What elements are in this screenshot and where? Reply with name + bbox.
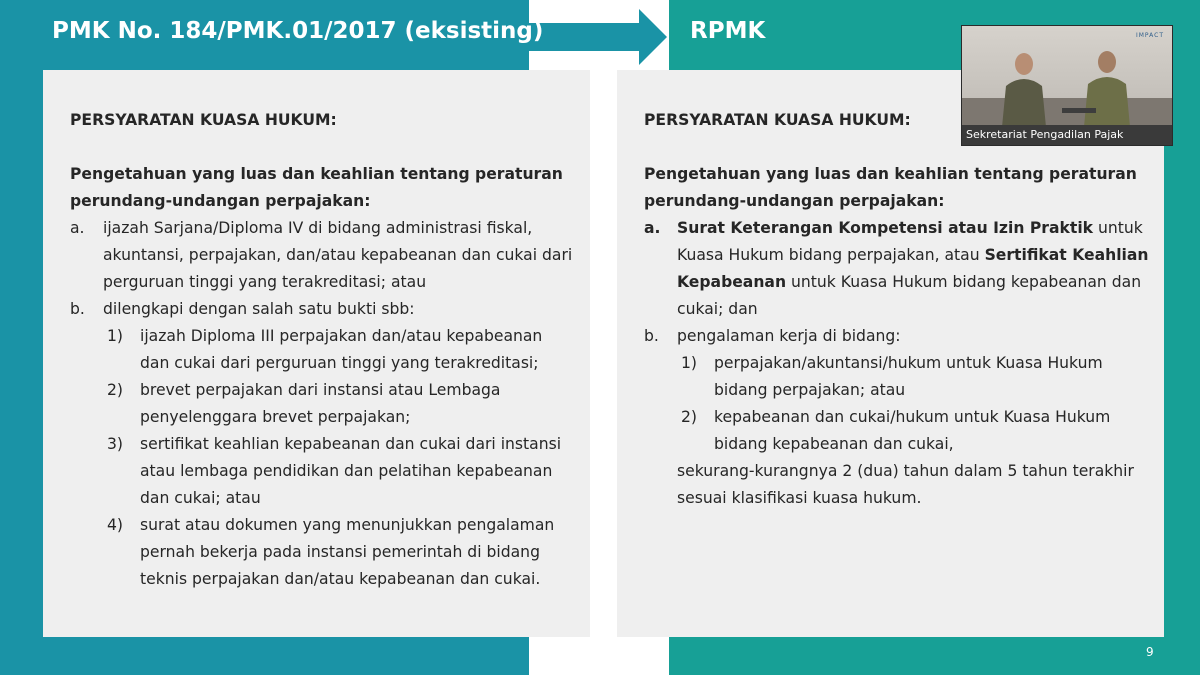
right-subitem-1 (644, 350, 1150, 404)
right-header-title: RPMK (690, 18, 766, 44)
right-item-a-bold-2: Sertifikat Keahlian Kepabeanan (677, 246, 1149, 291)
right-item-b-text: pengalaman kerja di bidang: (677, 327, 901, 345)
right-item-a-label: a. (644, 219, 661, 237)
left-subitem-1-text: ijazah Diploma III perpajakan dan/atau kepabeanan dan cukai dari perguruan tinggi yang terakreditasi; (140, 327, 543, 372)
right-panel (617, 70, 1164, 637)
right-subitem-1-text: perpajakan/akuntansi/hukum untuk Kuasa Hukum bidang perpajakan; atau (714, 354, 1103, 399)
left-subitem-2-text: brevet perpajakan dari instansi atau Lembaga penyelenggara brevet perpajakan; (140, 381, 501, 426)
right-subheading-line1: Pengetahuan yang luas dan keahlian tentang peraturan (644, 165, 1137, 183)
left-subitem-4-label: 4) (107, 516, 124, 534)
right-subitem-2-label: 2) (681, 408, 698, 426)
right-subitem-2 (644, 404, 1150, 458)
left-subitem-1 (70, 323, 576, 377)
right-subitem-1-label: 1) (681, 354, 698, 372)
right-item-b (644, 323, 1150, 350)
left-panel (43, 70, 590, 637)
left-subitem-4-text: surat atau dokumen yang menunjukkan pengalaman pernah bekerja pada instansi pemerintah di bidang teknis perpajakan dan/atau kepabeanan dan cukai. (140, 516, 555, 588)
left-item-a (70, 215, 576, 296)
right-item-a-plain-2: untuk Kuasa Hukum bidang kepabeanan dan cukai; dan (677, 273, 1142, 318)
right-item-a (644, 215, 1150, 323)
left-item-b-text: dilengkapi dengan salah satu bukti sbb: (103, 300, 415, 318)
arrow-right-icon-shaft (529, 23, 641, 51)
left-panel-content (70, 107, 576, 593)
left-subitem-3 (70, 431, 576, 512)
right-item-a-plain-1: untuk Kuasa Hukum bidang perpajakan, atau (677, 219, 1143, 264)
left-item-b-label: b. (70, 300, 85, 318)
right-item-a-text (677, 215, 1150, 323)
right-heading: PERSYARATAN KUASA HUKUM: (644, 111, 911, 129)
right-panel-content (644, 107, 1150, 512)
left-item-a-text: ijazah Sarjana/Diploma IV di bidang administrasi fiskal, akuntansi, perpajakan, dan/atau kepabeanan dan cukai dari perguruan tinggi yang terakreditasi; atau (103, 219, 573, 291)
page-number: 9 (1146, 645, 1154, 659)
left-item-a-label: a. (70, 219, 85, 237)
video-logo: IMPACT (1135, 32, 1164, 39)
right-subheading-line2: perundang-undangan perpajakan: (644, 192, 945, 210)
left-header-title: PMK No. 184/PMK.01/2017 (eksisting) (52, 18, 544, 44)
left-subitem-4 (70, 512, 576, 593)
left-heading: PERSYARATAN KUASA HUKUM: (70, 111, 337, 129)
left-subheading-line2: perundang-undangan perpajakan: (70, 192, 371, 210)
left-subitem-3-label: 3) (107, 435, 124, 453)
right-item-b-label: b. (644, 327, 659, 345)
right-item-a-bold-1: Surat Keterangan Kompetensi atau Izin Praktik (677, 219, 1094, 237)
left-subitem-3-text: sertifikat keahlian kepabeanan dan cukai dari instansi atau lembaga pendidikan dan pelatihan kepabeanan dan cukai; atau (140, 435, 562, 507)
left-subheading-line1: Pengetahuan yang luas dan keahlian tentang peraturan (70, 165, 563, 183)
left-subitem-2-label: 2) (107, 381, 124, 399)
left-subitem-1-label: 1) (107, 327, 124, 345)
left-subitem-2 (70, 377, 576, 431)
video-overlay[interactable] (961, 25, 1173, 146)
arrow-right-icon (639, 9, 667, 65)
right-subitem-2-text: kepabeanan dan cukai/hukum untuk Kuasa Hukum bidang kepabeanan dan cukai, (714, 408, 1111, 453)
left-item-b (70, 296, 576, 323)
video-caption: Sekretariat Pengadilan Pajak (962, 125, 1173, 145)
right-closing-text: sekurang-kurangnya 2 (dua) tahun dalam 5 tahun terakhir sesuai klasifikasi kuasa hukum. (677, 462, 1134, 507)
